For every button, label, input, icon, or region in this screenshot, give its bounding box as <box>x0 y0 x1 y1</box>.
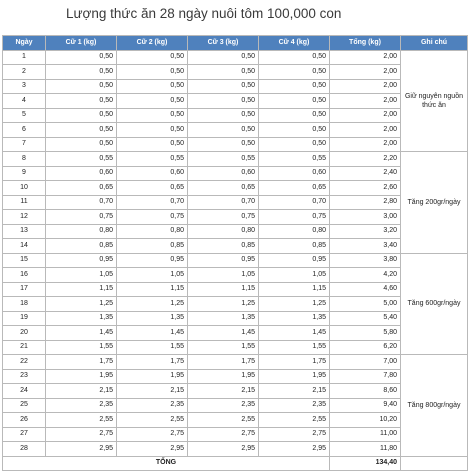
total-cell[interactable]: 2,00 <box>330 65 401 80</box>
feed-4-cell[interactable]: 0,65 <box>259 181 330 196</box>
total-label[interactable]: TỔNG <box>3 456 330 471</box>
feed-2-cell[interactable]: 0,50 <box>117 123 188 138</box>
sheet-title: Lượng thức ăn 28 ngày nuôi tôm 100,000 con <box>66 6 342 21</box>
table-row <box>3 355 468 370</box>
feed-3-cell[interactable]: 1,15 <box>188 282 259 297</box>
day-cell[interactable]: 20 <box>3 326 46 341</box>
feed-1-cell[interactable]: 2,95 <box>46 442 117 457</box>
feed-2-cell[interactable]: 0,50 <box>117 137 188 152</box>
feed-1-cell[interactable]: 0,50 <box>46 137 117 152</box>
total-cell[interactable]: 4,60 <box>330 282 401 297</box>
feed-2-cell[interactable]: 0,50 <box>117 108 188 123</box>
feed-4-cell[interactable]: 1,25 <box>259 297 330 312</box>
feed-3-cell[interactable]: 0,60 <box>188 166 259 181</box>
feed-2-cell[interactable]: 2,95 <box>117 442 188 457</box>
total-cell[interactable]: 4,20 <box>330 268 401 283</box>
day-cell[interactable]: 21 <box>3 340 46 355</box>
feed-1-cell[interactable]: 1,45 <box>46 326 117 341</box>
day-cell[interactable]: 6 <box>3 123 46 138</box>
day-cell[interactable]: 24 <box>3 384 46 399</box>
feed-4-cell[interactable]: 0,50 <box>259 137 330 152</box>
total-row <box>3 456 468 471</box>
day-cell[interactable]: 8 <box>3 152 46 167</box>
total-cell[interactable]: 2,00 <box>330 94 401 109</box>
total-cell[interactable]: 10,20 <box>330 413 401 428</box>
feed-3-cell[interactable]: 0,95 <box>188 253 259 268</box>
feed-4-cell[interactable]: 0,50 <box>259 50 330 65</box>
feed-3-cell[interactable]: 2,75 <box>188 427 259 442</box>
feed-1-cell[interactable]: 2,15 <box>46 384 117 399</box>
feed-1-cell[interactable]: 0,50 <box>46 108 117 123</box>
feed-4-cell[interactable]: 0,70 <box>259 195 330 210</box>
feed-1-cell[interactable]: 0,50 <box>46 50 117 65</box>
feed-1-cell[interactable]: 0,50 <box>46 123 117 138</box>
table-row <box>3 268 468 283</box>
feed-2-cell[interactable]: 1,45 <box>117 326 188 341</box>
total-cell[interactable]: 2,60 <box>330 181 401 196</box>
feed-1-cell[interactable]: 1,55 <box>46 340 117 355</box>
feed-2-cell[interactable]: 0,50 <box>117 50 188 65</box>
feed-2-cell[interactable]: 2,75 <box>117 427 188 442</box>
day-cell[interactable]: 5 <box>3 108 46 123</box>
feed-3-cell[interactable]: 1,25 <box>188 297 259 312</box>
day-cell[interactable]: 22 <box>3 355 46 370</box>
feed-2-cell[interactable]: 0,75 <box>117 210 188 225</box>
feed-1-cell[interactable]: 0,50 <box>46 65 117 80</box>
header-day[interactable]: Ngày <box>3 36 46 51</box>
day-cell[interactable]: 23 <box>3 369 46 384</box>
feed-1-cell[interactable]: 0,60 <box>46 166 117 181</box>
feed-3-cell[interactable]: 0,65 <box>188 181 259 196</box>
day-cell[interactable]: 2 <box>3 65 46 80</box>
feed-4-cell[interactable]: 0,75 <box>259 210 330 225</box>
table-row <box>3 195 468 210</box>
total-cell[interactable]: 2,00 <box>330 123 401 138</box>
feed-1-cell[interactable]: 1,35 <box>46 311 117 326</box>
table-row <box>3 108 468 123</box>
day-cell[interactable]: 19 <box>3 311 46 326</box>
feed-3-cell[interactable]: 0,80 <box>188 224 259 239</box>
feed-4-cell[interactable]: 1,75 <box>259 355 330 370</box>
feed-3-cell[interactable]: 0,50 <box>188 108 259 123</box>
feed-3-cell[interactable]: 2,95 <box>188 442 259 457</box>
total-cell[interactable]: 2,00 <box>330 137 401 152</box>
total-cell[interactable]: 11,80 <box>330 442 401 457</box>
table-row <box>3 166 468 181</box>
table-row <box>3 152 468 167</box>
table-row <box>3 239 468 254</box>
day-cell[interactable]: 1 <box>3 50 46 65</box>
table-row <box>3 94 468 109</box>
feed-4-cell[interactable]: 1,55 <box>259 340 330 355</box>
table-row <box>3 398 468 413</box>
feed-1-cell[interactable]: 0,50 <box>46 79 117 94</box>
feed-1-cell[interactable]: 1,15 <box>46 282 117 297</box>
note-cell[interactable]: Tăng 200gr/ngày <box>401 152 468 254</box>
feed-3-cell[interactable]: 0,85 <box>188 239 259 254</box>
table-row <box>3 210 468 225</box>
feed-3-cell[interactable]: 0,50 <box>188 79 259 94</box>
feed-3-cell[interactable]: 1,55 <box>188 340 259 355</box>
day-cell[interactable]: 4 <box>3 94 46 109</box>
feed-4-cell[interactable]: 0,50 <box>259 65 330 80</box>
feed-4-cell[interactable]: 2,95 <box>259 442 330 457</box>
feed-1-cell[interactable]: 1,75 <box>46 355 117 370</box>
feed-2-cell[interactable]: 0,95 <box>117 253 188 268</box>
table-row <box>3 224 468 239</box>
feed-3-cell[interactable]: 1,35 <box>188 311 259 326</box>
table-row <box>3 79 468 94</box>
day-cell[interactable]: 7 <box>3 137 46 152</box>
feed-4-cell[interactable]: 0,50 <box>259 94 330 109</box>
total-cell[interactable]: 2,40 <box>330 166 401 181</box>
total-cell[interactable]: 3,40 <box>330 239 401 254</box>
feed-3-cell[interactable]: 0,50 <box>188 50 259 65</box>
total-cell[interactable]: 3,20 <box>330 224 401 239</box>
total-cell[interactable]: 2,00 <box>330 108 401 123</box>
total-cell[interactable]: 3,00 <box>330 210 401 225</box>
feed-4-cell[interactable]: 1,45 <box>259 326 330 341</box>
day-cell[interactable]: 16 <box>3 268 46 283</box>
total-cell[interactable]: 9,40 <box>330 398 401 413</box>
day-cell[interactable]: 3 <box>3 79 46 94</box>
feed-4-cell[interactable]: 1,95 <box>259 369 330 384</box>
feed-2-cell[interactable]: 0,80 <box>117 224 188 239</box>
day-cell[interactable]: 10 <box>3 181 46 196</box>
table-row <box>3 123 468 138</box>
day-cell[interactable]: 13 <box>3 224 46 239</box>
day-cell[interactable]: 18 <box>3 297 46 312</box>
total-cell[interactable]: 2,20 <box>330 152 401 167</box>
day-cell[interactable]: 17 <box>3 282 46 297</box>
table-row <box>3 326 468 341</box>
feed-4-cell[interactable]: 0,60 <box>259 166 330 181</box>
feed-4-cell[interactable]: 0,50 <box>259 108 330 123</box>
note-cell[interactable]: Giữ nguyên nguồn thức ăn <box>401 50 468 152</box>
table-body <box>3 50 468 471</box>
header-note[interactable]: Ghi chú <box>401 36 468 51</box>
table-row <box>3 384 468 399</box>
feed-2-cell[interactable]: 2,35 <box>117 398 188 413</box>
feed-1-cell[interactable]: 1,95 <box>46 369 117 384</box>
total-cell[interactable]: 7,80 <box>330 369 401 384</box>
feed-4-cell[interactable]: 0,50 <box>259 79 330 94</box>
total-cell[interactable]: 2,00 <box>330 79 401 94</box>
feed-3-cell[interactable]: 0,50 <box>188 94 259 109</box>
total-cell[interactable]: 2,80 <box>330 195 401 210</box>
feed-2-cell[interactable]: 1,05 <box>117 268 188 283</box>
table-row <box>3 282 468 297</box>
feed-3-cell[interactable]: 1,95 <box>188 369 259 384</box>
feed-4-cell[interactable]: 2,15 <box>259 384 330 399</box>
feed-1-cell[interactable]: 2,55 <box>46 413 117 428</box>
feed-4-cell[interactable]: 2,55 <box>259 413 330 428</box>
day-cell[interactable]: 11 <box>3 195 46 210</box>
total-cell[interactable]: 11,00 <box>330 427 401 442</box>
table-row <box>3 50 468 65</box>
feed-1-cell[interactable]: 1,25 <box>46 297 117 312</box>
feed-3-cell[interactable]: 0,70 <box>188 195 259 210</box>
feed-2-cell[interactable]: 0,70 <box>117 195 188 210</box>
feed-3-cell[interactable]: 2,35 <box>188 398 259 413</box>
feed-4-cell[interactable]: 0,80 <box>259 224 330 239</box>
day-cell[interactable]: 25 <box>3 398 46 413</box>
day-cell[interactable]: 15 <box>3 253 46 268</box>
table-row <box>3 181 468 196</box>
table-row <box>3 369 468 384</box>
header-row <box>3 36 468 51</box>
header-feed-1[interactable]: Cữ 1 (kg) <box>46 36 117 51</box>
feed-2-cell[interactable]: 1,15 <box>117 282 188 297</box>
feed-4-cell[interactable]: 0,95 <box>259 253 330 268</box>
feed-2-cell[interactable]: 1,25 <box>117 297 188 312</box>
total-cell[interactable]: 5,40 <box>330 311 401 326</box>
feed-3-cell[interactable]: 1,45 <box>188 326 259 341</box>
day-cell[interactable]: 9 <box>3 166 46 181</box>
feed-3-cell[interactable]: 1,75 <box>188 355 259 370</box>
feed-2-cell[interactable]: 1,55 <box>117 340 188 355</box>
feed-2-cell[interactable]: 2,55 <box>117 413 188 428</box>
table-row <box>3 442 468 457</box>
total-cell[interactable]: 7,00 <box>330 355 401 370</box>
feed-1-cell[interactable]: 0,75 <box>46 210 117 225</box>
total-cell[interactable]: 3,80 <box>330 253 401 268</box>
day-cell[interactable]: 14 <box>3 239 46 254</box>
feed-2-cell[interactable]: 0,65 <box>117 181 188 196</box>
feed-1-cell[interactable]: 0,55 <box>46 152 117 167</box>
feed-4-cell[interactable]: 2,35 <box>259 398 330 413</box>
feed-1-cell[interactable]: 0,70 <box>46 195 117 210</box>
table-row <box>3 340 468 355</box>
feed-2-cell[interactable]: 0,85 <box>117 239 188 254</box>
table-row <box>3 253 468 268</box>
total-cell[interactable]: 8,60 <box>330 384 401 399</box>
feed-1-cell[interactable]: 0,80 <box>46 224 117 239</box>
header-feed-3[interactable]: Cữ 3 (kg) <box>188 36 259 51</box>
feed-2-cell[interactable]: 1,35 <box>117 311 188 326</box>
feed-2-cell[interactable]: 0,55 <box>117 152 188 167</box>
feed-3-cell[interactable]: 0,50 <box>188 123 259 138</box>
feed-4-cell[interactable]: 0,55 <box>259 152 330 167</box>
feed-1-cell[interactable]: 0,50 <box>46 94 117 109</box>
header-feed-4[interactable]: Cữ 4 (kg) <box>259 36 330 51</box>
day-cell[interactable]: 26 <box>3 413 46 428</box>
feed-1-cell[interactable]: 2,35 <box>46 398 117 413</box>
day-cell[interactable]: 28 <box>3 442 46 457</box>
feed-4-cell[interactable]: 1,05 <box>259 268 330 283</box>
feed-2-cell[interactable]: 0,50 <box>117 94 188 109</box>
feed-3-cell[interactable]: 0,50 <box>188 65 259 80</box>
table-row <box>3 297 468 312</box>
total-cell[interactable]: 6,20 <box>330 340 401 355</box>
feed-2-cell[interactable]: 0,50 <box>117 79 188 94</box>
note-cell[interactable]: Tăng 800gr/ngày <box>401 355 468 457</box>
feed-1-cell[interactable]: 0,95 <box>46 253 117 268</box>
feed-2-cell[interactable]: 0,60 <box>117 166 188 181</box>
total-cell[interactable]: 2,00 <box>330 50 401 65</box>
day-cell[interactable]: 12 <box>3 210 46 225</box>
table-row <box>3 427 468 442</box>
feed-3-cell[interactable]: 0,50 <box>188 137 259 152</box>
feed-4-cell[interactable]: 0,50 <box>259 123 330 138</box>
feed-1-cell[interactable]: 0,85 <box>46 239 117 254</box>
feed-1-cell[interactable]: 0,65 <box>46 181 117 196</box>
feed-4-cell[interactable]: 1,15 <box>259 282 330 297</box>
header-total[interactable]: Tổng (kg) <box>330 36 401 51</box>
note-cell[interactable]: Tăng 600gr/ngày <box>401 253 468 355</box>
feed-3-cell[interactable]: 0,75 <box>188 210 259 225</box>
table-row <box>3 137 468 152</box>
total-cell[interactable]: 5,80 <box>330 326 401 341</box>
feed-3-cell[interactable]: 1,05 <box>188 268 259 283</box>
feed-1-cell[interactable]: 1,05 <box>46 268 117 283</box>
table-row <box>3 65 468 80</box>
day-cell[interactable]: 27 <box>3 427 46 442</box>
feed-2-cell[interactable]: 1,95 <box>117 369 188 384</box>
table-row <box>3 311 468 326</box>
feed-4-cell[interactable]: 1,35 <box>259 311 330 326</box>
feed-4-cell[interactable]: 2,75 <box>259 427 330 442</box>
feed-1-cell[interactable]: 2,75 <box>46 427 117 442</box>
table-row <box>3 413 468 428</box>
grand-total-value[interactable]: 134,40 <box>330 456 401 471</box>
feed-table <box>2 35 468 471</box>
feed-2-cell[interactable]: 2,15 <box>117 384 188 399</box>
feed-3-cell[interactable]: 2,55 <box>188 413 259 428</box>
empty-note-cell[interactable] <box>401 456 468 471</box>
feed-3-cell[interactable]: 0,55 <box>188 152 259 167</box>
header-feed-2[interactable]: Cữ 2 (kg) <box>117 36 188 51</box>
feed-3-cell[interactable]: 2,15 <box>188 384 259 399</box>
feed-2-cell[interactable]: 0,50 <box>117 65 188 80</box>
feed-2-cell[interactable]: 1,75 <box>117 355 188 370</box>
total-cell[interactable]: 5,00 <box>330 297 401 312</box>
feed-4-cell[interactable]: 0,85 <box>259 239 330 254</box>
